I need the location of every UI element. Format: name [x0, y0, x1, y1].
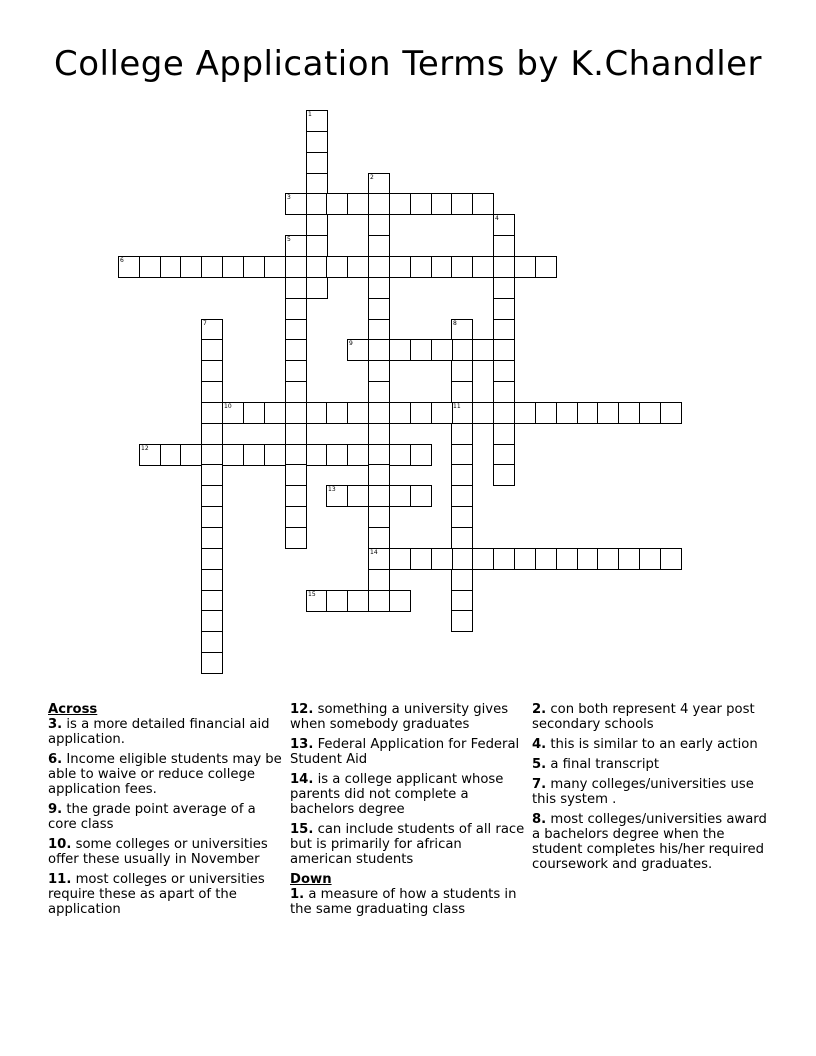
- grid-cell[interactable]: [285, 298, 307, 320]
- grid-cell[interactable]: [493, 319, 515, 341]
- grid-cell[interactable]: [326, 402, 348, 424]
- clue-item: [532, 812, 768, 872]
- grid-cell[interactable]: [493, 214, 515, 236]
- clue-item-number: 2.: [532, 702, 547, 717]
- grid-cell[interactable]: [431, 256, 453, 278]
- grid-cell[interactable]: [368, 319, 390, 341]
- grid-cell[interactable]: [347, 402, 369, 424]
- grid-cell[interactable]: [285, 277, 307, 299]
- grid-cell[interactable]: [306, 110, 328, 132]
- clue-item-number: 4.: [532, 737, 547, 752]
- clue-item-text: can include students of all race but is primarily for african american students: [290, 822, 525, 867]
- grid-cell[interactable]: [472, 193, 494, 215]
- grid-cell[interactable]: [368, 423, 390, 445]
- grid-cell[interactable]: [368, 277, 390, 299]
- grid-cell[interactable]: [556, 548, 578, 570]
- grid-cell[interactable]: [472, 339, 494, 361]
- grid-cell[interactable]: [431, 193, 453, 215]
- grid-cell[interactable]: [514, 402, 536, 424]
- across-heading: Across: [48, 702, 98, 717]
- grid-cell[interactable]: [493, 235, 515, 257]
- grid-cell[interactable]: [451, 506, 473, 528]
- grid-cell[interactable]: [472, 548, 494, 570]
- clue-item-number: 10.: [48, 837, 72, 852]
- clue-item-text: some colleges or universities offer these usually in November: [48, 837, 268, 867]
- grid-cell[interactable]: [243, 402, 265, 424]
- clue-item: [48, 802, 284, 832]
- clue-item-number: 9.: [48, 802, 63, 817]
- clue-item-text: is a college applicant whose parents did not complete a bachelors degree: [290, 772, 504, 817]
- grid-cell[interactable]: [410, 339, 432, 361]
- down-clue-list-continued: [532, 702, 768, 872]
- clue-item-number: 5.: [532, 757, 547, 772]
- grid-cell[interactable]: [160, 256, 182, 278]
- clue-item-number: 11.: [48, 872, 72, 887]
- grid-cell[interactable]: [410, 256, 432, 278]
- grid-cell[interactable]: [306, 444, 328, 466]
- across-clue-list-continued: [290, 702, 526, 867]
- grid-cell[interactable]: [535, 548, 557, 570]
- clue-item-number: 14.: [290, 772, 314, 787]
- grid-cell[interactable]: [368, 214, 390, 236]
- grid-cell[interactable]: [264, 256, 286, 278]
- clue-item-number: 13.: [290, 737, 314, 752]
- grid-cell[interactable]: [368, 381, 390, 403]
- clue-item-text: is a more detailed financial aid application.: [48, 717, 270, 747]
- clue-item: [290, 822, 526, 867]
- grid-cell[interactable]: [201, 444, 223, 466]
- grid-cell[interactable]: [306, 214, 328, 236]
- grid-cell[interactable]: [535, 402, 557, 424]
- grid-cell[interactable]: [264, 402, 286, 424]
- grid-cell[interactable]: [285, 256, 307, 278]
- clue-item-number: 8.: [532, 812, 547, 827]
- clue-item: [532, 757, 768, 772]
- page-title: College Application Terms by K.Chandler: [53, 44, 763, 84]
- down-heading: Down: [290, 872, 332, 887]
- grid-cell[interactable]: [368, 360, 390, 382]
- clue-number: 15: [308, 591, 316, 598]
- grid-cell[interactable]: [222, 402, 244, 424]
- clue-number: 2: [370, 174, 374, 181]
- grid-cell[interactable]: [285, 402, 307, 424]
- grid-cell[interactable]: [326, 485, 348, 507]
- grid-cell[interactable]: [368, 173, 390, 195]
- grid-cell[interactable]: [451, 444, 473, 466]
- clue-item-text: most colleges/universities award a bachelors degree when the student completes his/her required coursework and graduates.: [532, 812, 767, 872]
- grid-cell[interactable]: [306, 152, 328, 174]
- grid-cell[interactable]: [451, 548, 473, 570]
- grid-cell[interactable]: [201, 652, 223, 674]
- grid-cell[interactable]: [368, 339, 390, 361]
- grid-cell[interactable]: [389, 485, 411, 507]
- grid-cell[interactable]: [618, 402, 640, 424]
- grid-cell[interactable]: [201, 631, 223, 653]
- grid-cell[interactable]: [451, 402, 473, 424]
- down-clue-list: [290, 887, 526, 917]
- grid-cell[interactable]: [493, 548, 515, 570]
- clue-number: 8: [453, 320, 457, 327]
- grid-cell[interactable]: [410, 548, 432, 570]
- clue-item-number: 12.: [290, 702, 314, 717]
- clue-item: [532, 737, 768, 752]
- grid-cell[interactable]: [389, 339, 411, 361]
- clue-number: 12: [141, 445, 149, 452]
- grid-cell[interactable]: [514, 256, 536, 278]
- grid-cell[interactable]: [306, 256, 328, 278]
- grid-cell[interactable]: [451, 381, 473, 403]
- grid-cell[interactable]: [285, 360, 307, 382]
- grid-cell[interactable]: [368, 548, 390, 570]
- grid-cell[interactable]: [326, 590, 348, 612]
- grid-cell[interactable]: [201, 423, 223, 445]
- grid-cell[interactable]: [577, 548, 599, 570]
- grid-cell[interactable]: [597, 548, 619, 570]
- clue-number: 6: [120, 257, 124, 264]
- grid-cell[interactable]: [368, 256, 390, 278]
- grid-cell[interactable]: [660, 402, 682, 424]
- clue-item-text: this is similar to an early action: [546, 737, 758, 752]
- clue-item: [290, 702, 526, 732]
- grid-cell[interactable]: [201, 548, 223, 570]
- clues-column-1: [48, 702, 284, 922]
- grid-cell[interactable]: [493, 298, 515, 320]
- grid-cell[interactable]: [389, 256, 411, 278]
- grid-cell[interactable]: [389, 193, 411, 215]
- clue-item: [290, 737, 526, 767]
- clue-number: 7: [203, 320, 207, 327]
- grid-cell[interactable]: [639, 548, 661, 570]
- grid-cell[interactable]: [285, 235, 307, 257]
- grid-cell[interactable]: [389, 548, 411, 570]
- grid-cell[interactable]: [410, 444, 432, 466]
- grid-cell[interactable]: [201, 339, 223, 361]
- grid-cell[interactable]: [201, 485, 223, 507]
- clue-item-text: the grade point average of a core class: [48, 802, 256, 832]
- clue-item: [290, 887, 526, 917]
- grid-cell[interactable]: [306, 235, 328, 257]
- grid-cell[interactable]: [201, 464, 223, 486]
- grid-cell[interactable]: [201, 590, 223, 612]
- clue-item: [532, 777, 768, 807]
- grid-cell[interactable]: [368, 193, 390, 215]
- grid-cell[interactable]: [180, 444, 202, 466]
- grid-cell[interactable]: [451, 360, 473, 382]
- grid-cell[interactable]: [431, 402, 453, 424]
- grid-cell[interactable]: [306, 277, 328, 299]
- grid-cell[interactable]: [285, 193, 307, 215]
- clue-number: 9: [349, 340, 353, 347]
- grid-cell[interactable]: [451, 339, 473, 361]
- grid-cell[interactable]: [368, 590, 390, 612]
- grid-cell[interactable]: [451, 610, 473, 632]
- clue-item-number: 7.: [532, 777, 547, 792]
- clue-number: 13: [328, 486, 336, 493]
- grid-cell[interactable]: [493, 381, 515, 403]
- grid-cell[interactable]: [451, 527, 473, 549]
- clue-item: [48, 872, 284, 917]
- grid-cell[interactable]: [139, 256, 161, 278]
- grid-cell[interactable]: [347, 193, 369, 215]
- clue-item-text: something a university gives when somebody graduates: [290, 702, 509, 732]
- grid-cell[interactable]: [431, 339, 453, 361]
- grid-cell[interactable]: [160, 444, 182, 466]
- grid-cell[interactable]: [556, 402, 578, 424]
- grid-cell[interactable]: [139, 444, 161, 466]
- grid-cell[interactable]: [326, 256, 348, 278]
- grid-cell[interactable]: [618, 548, 640, 570]
- grid-cell[interactable]: [243, 256, 265, 278]
- clue-item: [532, 702, 768, 732]
- grid-cell[interactable]: [347, 444, 369, 466]
- clue-number: 4: [495, 215, 499, 222]
- grid-cell[interactable]: [201, 527, 223, 549]
- clue-item-text: a final transcript: [546, 757, 660, 772]
- clue-item-number: 3.: [48, 717, 63, 732]
- grid-cell[interactable]: [451, 256, 473, 278]
- grid-cell[interactable]: [118, 256, 140, 278]
- grid-cell[interactable]: [201, 610, 223, 632]
- grid-cell[interactable]: [368, 402, 390, 424]
- grid-cell[interactable]: [493, 256, 515, 278]
- clues-column-2: [290, 702, 526, 922]
- grid-cell[interactable]: [285, 423, 307, 445]
- grid-cell[interactable]: [285, 444, 307, 466]
- clue-item: [48, 752, 284, 797]
- grid-cell[interactable]: [472, 256, 494, 278]
- grid-cell[interactable]: [493, 464, 515, 486]
- grid-cell[interactable]: [493, 339, 515, 361]
- grid-cell[interactable]: [368, 527, 390, 549]
- grid-cell[interactable]: [493, 423, 515, 445]
- grid-cell[interactable]: [368, 506, 390, 528]
- grid-cell[interactable]: [347, 590, 369, 612]
- grid-cell[interactable]: [451, 193, 473, 215]
- clue-item-text: a measure of how a students in the same graduating class: [290, 887, 517, 917]
- grid-cell[interactable]: [431, 548, 453, 570]
- grid-cell[interactable]: [306, 193, 328, 215]
- grid-cell[interactable]: [389, 590, 411, 612]
- grid-cell[interactable]: [368, 444, 390, 466]
- grid-cell[interactable]: [514, 548, 536, 570]
- grid-cell[interactable]: [451, 319, 473, 341]
- grid-cell[interactable]: [639, 402, 661, 424]
- grid-cell[interactable]: [389, 402, 411, 424]
- clue-number: 14: [370, 549, 378, 556]
- grid-cell[interactable]: [201, 360, 223, 382]
- clue-item: [48, 717, 284, 747]
- grid-cell[interactable]: [285, 506, 307, 528]
- clue-number: 3: [287, 194, 291, 201]
- grid-cell[interactable]: [535, 256, 557, 278]
- grid-cell[interactable]: [201, 506, 223, 528]
- grid-cell[interactable]: [410, 485, 432, 507]
- grid-cell[interactable]: [285, 485, 307, 507]
- clue-item-number: 15.: [290, 822, 314, 837]
- grid-cell[interactable]: [326, 193, 348, 215]
- clue-item: [48, 837, 284, 867]
- grid-cell[interactable]: [180, 256, 202, 278]
- grid-cell[interactable]: [243, 444, 265, 466]
- grid-cell[interactable]: [493, 444, 515, 466]
- grid-cell[interactable]: [306, 131, 328, 153]
- clues-column-3: [532, 702, 768, 877]
- grid-cell[interactable]: [222, 256, 244, 278]
- grid-cell[interactable]: [222, 444, 244, 466]
- grid-cell[interactable]: [410, 402, 432, 424]
- grid-cell[interactable]: [410, 193, 432, 215]
- grid-cell[interactable]: [493, 402, 515, 424]
- across-clue-list: [48, 717, 284, 917]
- clue-item-text: con both represent 4 year post secondary schools: [532, 702, 755, 732]
- grid-cell[interactable]: [389, 444, 411, 466]
- grid-cell[interactable]: [347, 339, 369, 361]
- grid-cell[interactable]: [472, 402, 494, 424]
- grid-cell[interactable]: [285, 339, 307, 361]
- clue-number: 10: [224, 403, 232, 410]
- clue-item-text: many colleges/universities use this system .: [532, 777, 754, 807]
- grid-cell[interactable]: [285, 464, 307, 486]
- grid-cell[interactable]: [306, 402, 328, 424]
- grid-cell[interactable]: [201, 256, 223, 278]
- clue-number: 1: [308, 111, 312, 118]
- grid-cell[interactable]: [306, 590, 328, 612]
- grid-cell[interactable]: [285, 381, 307, 403]
- clue-number: 5: [287, 236, 291, 243]
- grid-cell[interactable]: [451, 569, 473, 591]
- grid-cell[interactable]: [597, 402, 619, 424]
- grid-cell[interactable]: [201, 381, 223, 403]
- grid-cell[interactable]: [493, 360, 515, 382]
- grid-cell[interactable]: [493, 277, 515, 299]
- clue-number: 11: [453, 403, 461, 410]
- grid-cell[interactable]: [451, 590, 473, 612]
- grid-cell[interactable]: [285, 527, 307, 549]
- grid-cell[interactable]: [264, 444, 286, 466]
- clue-item: [290, 772, 526, 817]
- grid-cell[interactable]: [368, 485, 390, 507]
- grid-cell[interactable]: [201, 319, 223, 341]
- grid-cell[interactable]: [347, 256, 369, 278]
- grid-cell[interactable]: [451, 485, 473, 507]
- clue-item-number: 6.: [48, 752, 63, 767]
- grid-cell[interactable]: [368, 569, 390, 591]
- clue-item-text: most colleges or universities require these as apart of the application: [48, 872, 265, 917]
- grid-cell[interactable]: [306, 173, 328, 195]
- grid-cell[interactable]: [347, 485, 369, 507]
- grid-cell[interactable]: [660, 548, 682, 570]
- grid-cell[interactable]: [368, 235, 390, 257]
- grid-cell[interactable]: [368, 298, 390, 320]
- grid-cell[interactable]: [451, 423, 473, 445]
- clue-item-number: 1.: [290, 887, 305, 902]
- grid-cell[interactable]: [577, 402, 599, 424]
- clue-item-text: Federal Application for Federal Student Aid: [290, 737, 520, 767]
- clue-item-text: Income eligible students may be able to waive or reduce college application fees.: [48, 752, 282, 797]
- grid-cell[interactable]: [201, 569, 223, 591]
- grid-cell[interactable]: [368, 464, 390, 486]
- grid-cell[interactable]: [201, 402, 223, 424]
- grid-cell[interactable]: [285, 319, 307, 341]
- grid-cell[interactable]: [326, 444, 348, 466]
- grid-cell[interactable]: [451, 464, 473, 486]
